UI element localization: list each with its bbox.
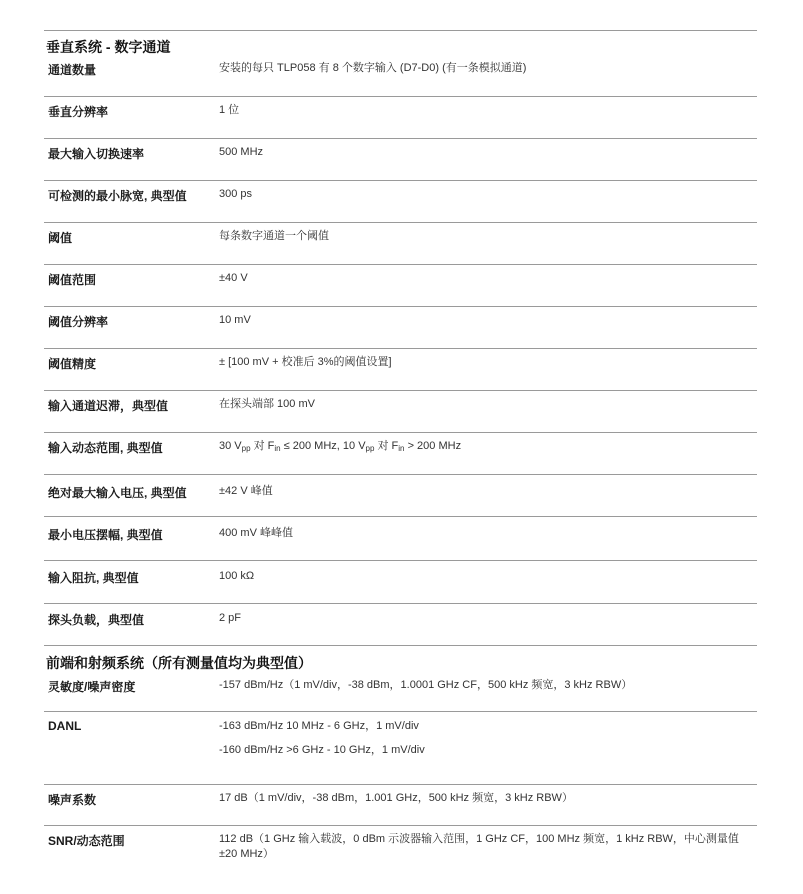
- value-part: 30 V: [219, 440, 242, 452]
- spec-label: 可检测的最小脉宽, 典型值: [48, 189, 187, 203]
- spec-value: 100 kΩ: [219, 570, 255, 582]
- spec-label: 输入通道迟滞，典型值: [48, 399, 169, 413]
- spec-value: 17 dB（1 mV/div，-38 dBm，1.001 GHz，500 kHz 频宽，3 kHz RBW）: [219, 792, 573, 804]
- spec-label: 绝对最大输入电压, 典型值: [48, 486, 187, 500]
- spec-value: 1 位: [219, 104, 240, 116]
- spec-label: 噪声系数: [48, 793, 97, 807]
- spec-label: 阈值范围: [48, 273, 97, 287]
- spec-label: DANL: [48, 719, 82, 733]
- spec-value: ±40 V: [219, 272, 248, 284]
- value-subscript: pp: [365, 444, 375, 453]
- spec-label: 最大输入切换速率: [48, 147, 145, 161]
- section-divider: [44, 645, 757, 646]
- spec-label: 输入阻抗, 典型值: [48, 571, 139, 585]
- spec-value: 在探头端部 100 mV: [219, 398, 315, 410]
- row-divider: [44, 825, 757, 826]
- row-divider: [44, 516, 757, 517]
- row-divider: [44, 306, 757, 307]
- value-part: > 200 MHz: [404, 440, 462, 452]
- row-divider: [44, 348, 757, 349]
- spec-value: 112 dB（1 GHz 输入载波，0 dBm 示波器输入范围，1 GHz CF，100 MHz 频宽，1 kHz RBW，中心测量值 ±20 MHz）: [219, 833, 739, 860]
- row-divider: [44, 96, 757, 97]
- spec-label: SNR/动态范围: [48, 834, 125, 848]
- spec-value: ± [100 mV + 校准后 3%的阈值设置]: [219, 356, 392, 368]
- row-divider: [44, 560, 757, 561]
- row-divider: [44, 784, 757, 785]
- spec-value: 每条数字通道一个阈值: [219, 230, 329, 242]
- spec-label: 阈值: [48, 231, 73, 245]
- row-divider: [44, 138, 757, 139]
- spec-value: 10 mV: [219, 314, 251, 326]
- value-part: 对 F: [250, 440, 275, 452]
- danl-value-line: -163 dBm/Hz 10 MHz - 6 GHz，1 mV/div: [219, 720, 419, 732]
- spec-value: ±42 V 峰值: [219, 485, 273, 497]
- spec-label: 探头负载，典型值: [48, 613, 145, 627]
- spec-label: 阈值分辨率: [48, 315, 109, 329]
- value-subscript: pp: [241, 444, 251, 453]
- spec-label: 输入动态范围, 典型值: [48, 441, 163, 455]
- row-divider: [44, 390, 757, 391]
- spec-value-danl: [219, 719, 754, 758]
- spec-label: 垂直分辨率: [48, 105, 109, 119]
- danl-value-line: -160 dBm/Hz >6 GHz - 10 GHz，1 mV/div: [219, 744, 425, 756]
- row-divider: [44, 474, 757, 475]
- value-part: ≤ 200 MHz, 10 V: [280, 440, 366, 452]
- spec-label: 通道数量: [48, 63, 97, 77]
- spec-value: 500 MHz: [219, 146, 264, 158]
- value-part: 对 F: [374, 440, 399, 452]
- row-divider: [44, 180, 757, 181]
- spec-label: 阈值精度: [48, 357, 97, 371]
- row-divider: [44, 711, 757, 712]
- spec-label: 最小电压摆幅, 典型值: [48, 528, 163, 542]
- spec-value: 400 mV 峰峰值: [219, 527, 293, 539]
- row-divider: [44, 432, 757, 433]
- section-title-vertical-digital: 垂直系统 - 数字通道: [46, 39, 171, 55]
- spec-value: 300 ps: [219, 188, 253, 200]
- row-divider: [44, 603, 757, 604]
- section-top-rule: [44, 30, 757, 31]
- spec-value-dynamic-range: [219, 439, 754, 454]
- row-divider: [44, 222, 757, 223]
- value-subscript: in: [274, 444, 281, 453]
- row-divider: [44, 264, 757, 265]
- spec-value: 安装的每只 TLP058 有 8 个数字输入 (D7-D0) (有一条模拟通道): [219, 62, 527, 74]
- value-subscript: in: [398, 444, 405, 453]
- spec-value: 2 pF: [219, 612, 242, 624]
- section-title-frontend-rf: 前端和射频系统（所有测量值均为典型值）: [46, 655, 312, 671]
- spec-value: -157 dBm/Hz（1 mV/div，-38 dBm，1.0001 GHz CF，500 kHz 频宽，3 kHz RBW）: [219, 679, 633, 691]
- spec-label: 灵敏度/噪声密度: [48, 680, 136, 694]
